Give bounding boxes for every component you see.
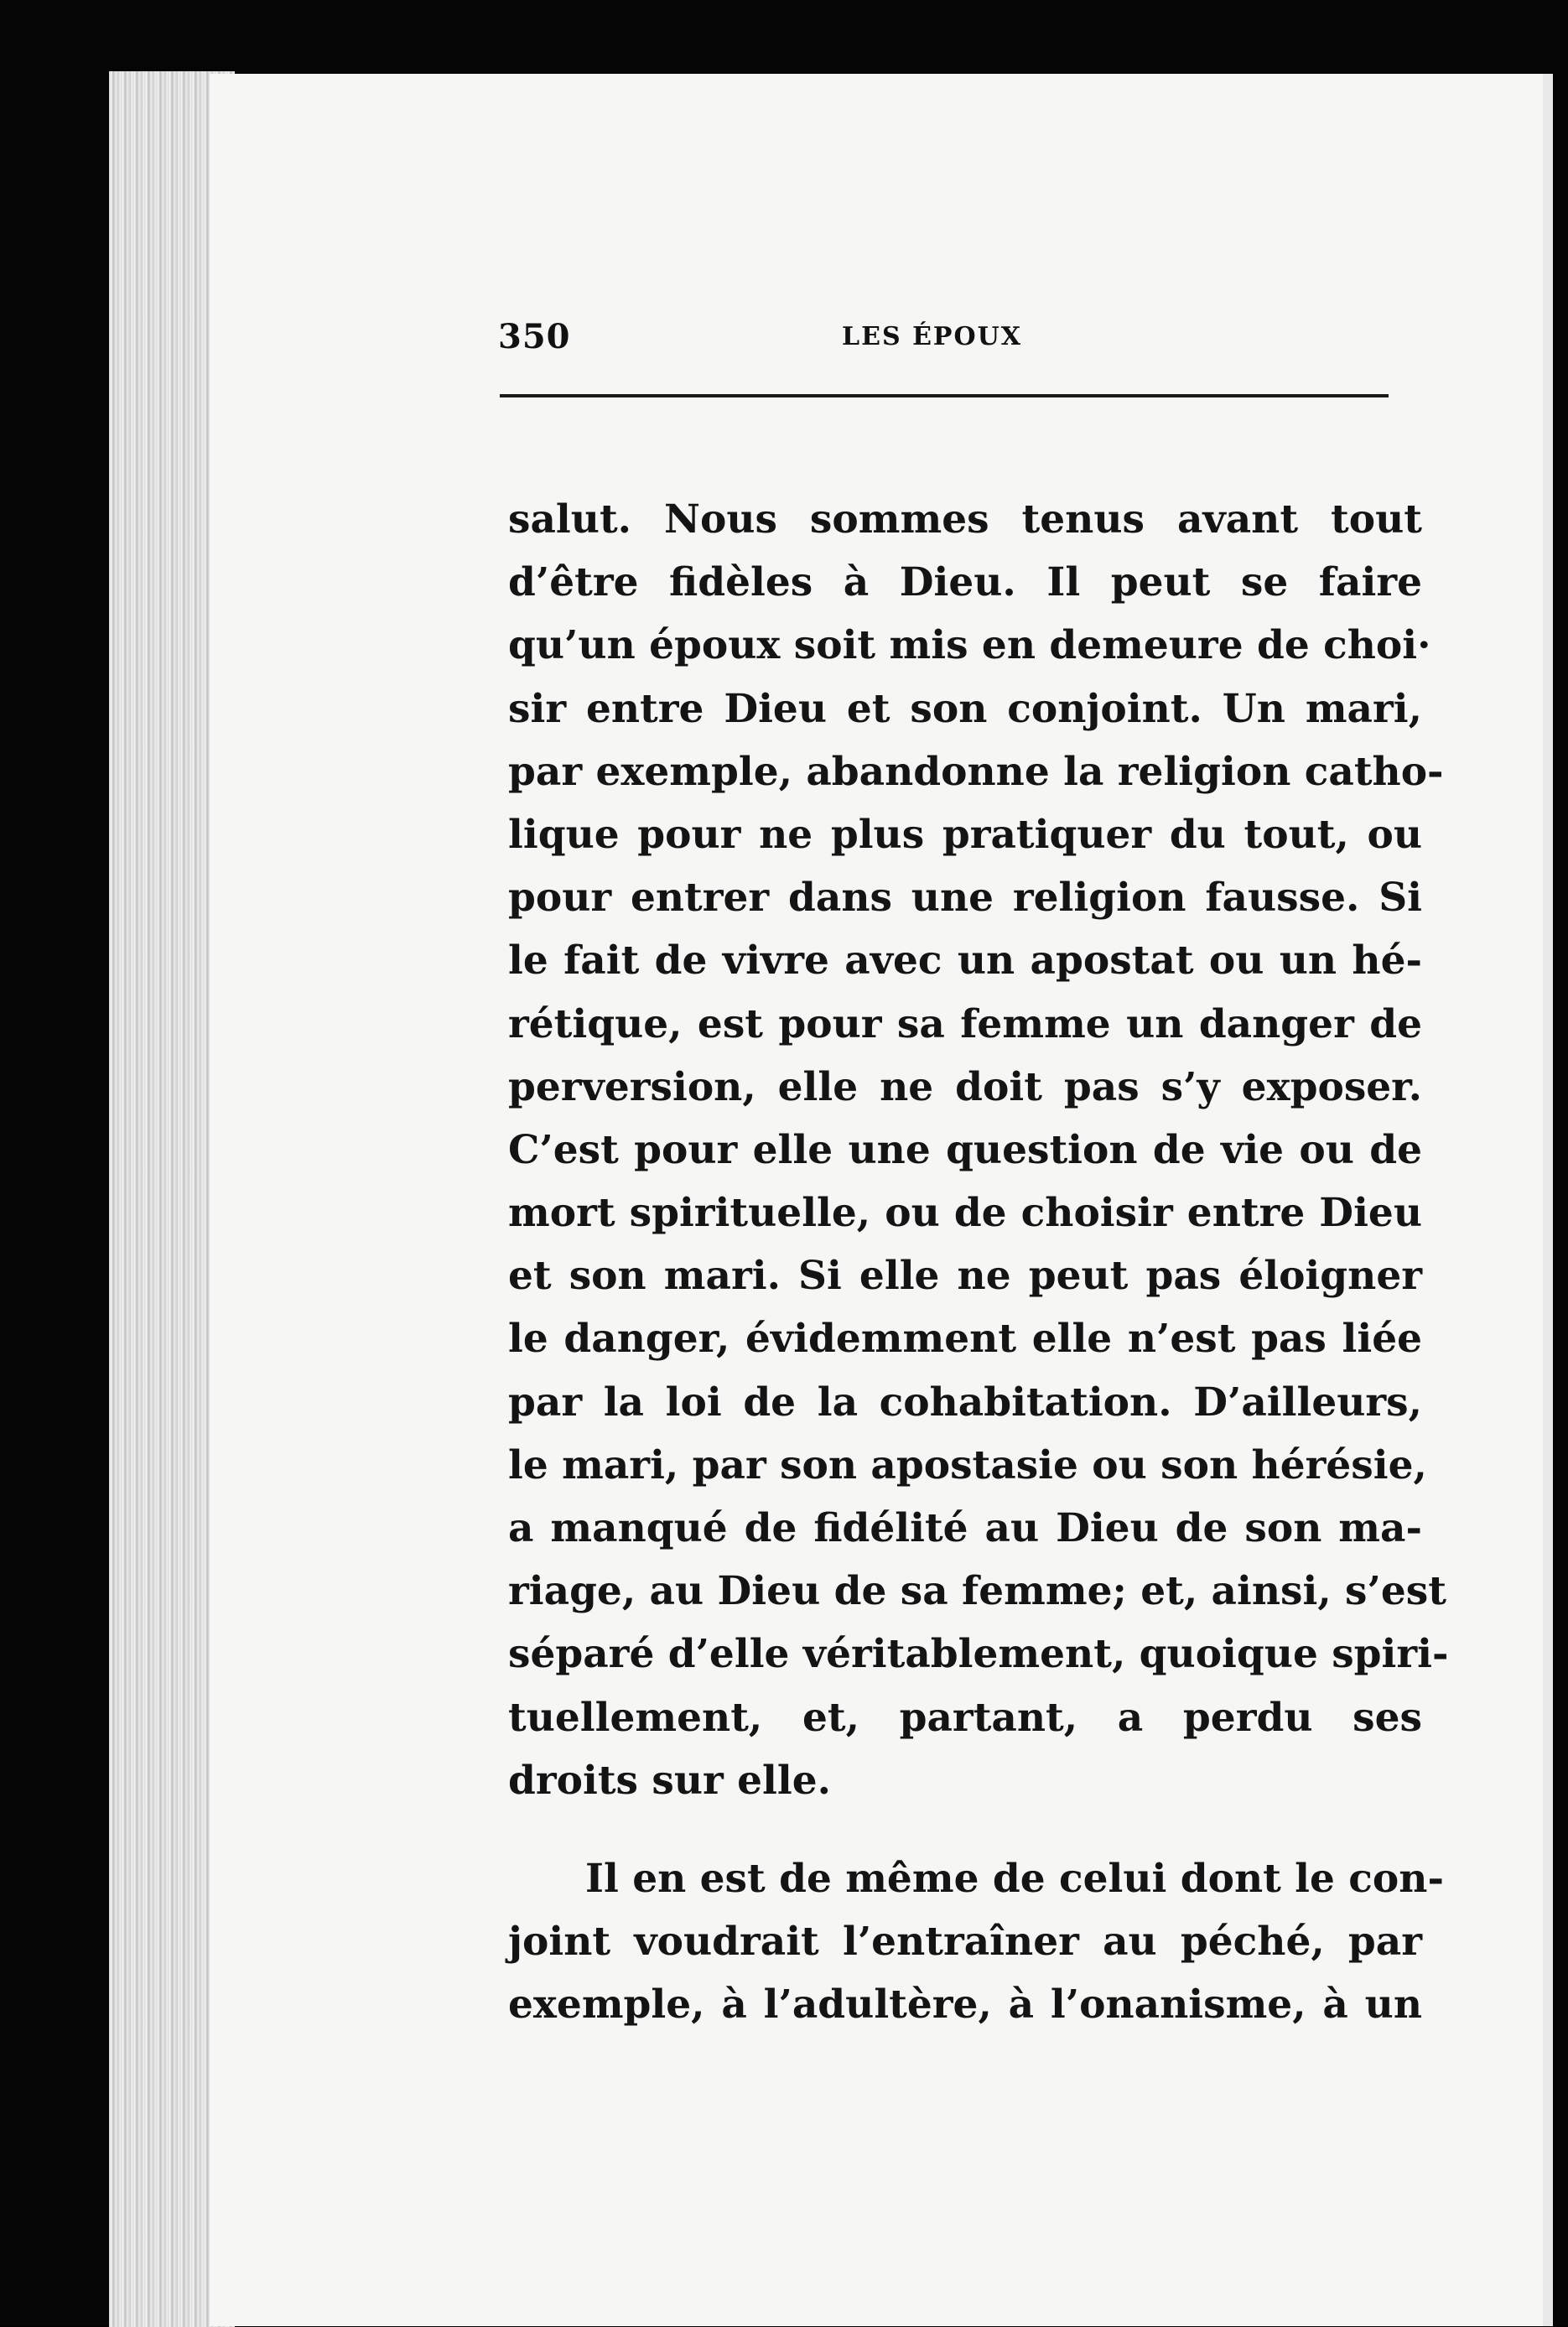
text-line: pour entrer dans une religion fausse. Si (508, 875, 1422, 922)
text-line: d’être fidèles à Dieu. Il peut se faire (508, 559, 1422, 606)
text-line: et son mari. Si elle ne peut pas éloigner (508, 1253, 1422, 1300)
text-line: Il en est de même de celui dont le con- (585, 1855, 1444, 1902)
text-line: séparé d’elle véritablement, quoique spiri- (508, 1631, 1449, 1678)
text-line: riage, au Dieu de sa femme; et, ainsi, s’est (508, 1568, 1446, 1615)
text-line: tuellement, et, partant, a perdu ses (508, 1694, 1422, 1741)
text-line: par exemple, abandonne la religion catho- (508, 748, 1444, 795)
text-line: par la loi de la cohabitation. D’ailleurs, (508, 1379, 1422, 1426)
paragraph-2 (508, 1847, 1444, 2037)
text-line: mort spirituelle, ou de choisir entre Dieu (508, 1190, 1422, 1237)
header-rule (500, 394, 1389, 397)
body-text (508, 488, 1449, 2037)
text-line: perversion, elle ne doit pas s’y exposer. (508, 1063, 1422, 1110)
text-line: qu’un époux soit mis en demeure de choi· (508, 622, 1431, 669)
text-line: C’est pour elle une question de vie ou de (508, 1126, 1422, 1173)
text-line: droits sur elle. (508, 1757, 831, 1804)
text-line: lique pour ne plus pratiquer du tout, ou (508, 811, 1422, 858)
text-line: a manqué de fidélité au Dieu de son ma- (508, 1505, 1422, 1551)
running-title: LES ÉPOUX (842, 322, 1023, 351)
paragraph-gap (508, 1812, 1422, 1847)
facing-page-edge (1543, 74, 1553, 2326)
paragraph-1 (508, 488, 1449, 1812)
text-line: salut. Nous sommes tenus avant tout (508, 496, 1422, 543)
text-line: le danger, évidemment elle n’est pas liée (508, 1316, 1422, 1363)
text-line: exemple, à l’adultère, à l’onanisme, à un (508, 1982, 1422, 2028)
page-number: 350 (498, 317, 571, 356)
text-line: sir entre Dieu et son conjoint. Un mari, (508, 685, 1422, 732)
text-line: le mari, par son apostasie ou son hérésie, (508, 1441, 1427, 1488)
text-line: joint voudrait l’entraîner au péché, par (508, 1919, 1422, 1966)
text-line: le fait de vivre avec un apostat ou un hé- (508, 938, 1422, 984)
text-line: rétique, est pour sa femme un danger de (508, 1000, 1422, 1047)
running-head (498, 317, 1395, 367)
